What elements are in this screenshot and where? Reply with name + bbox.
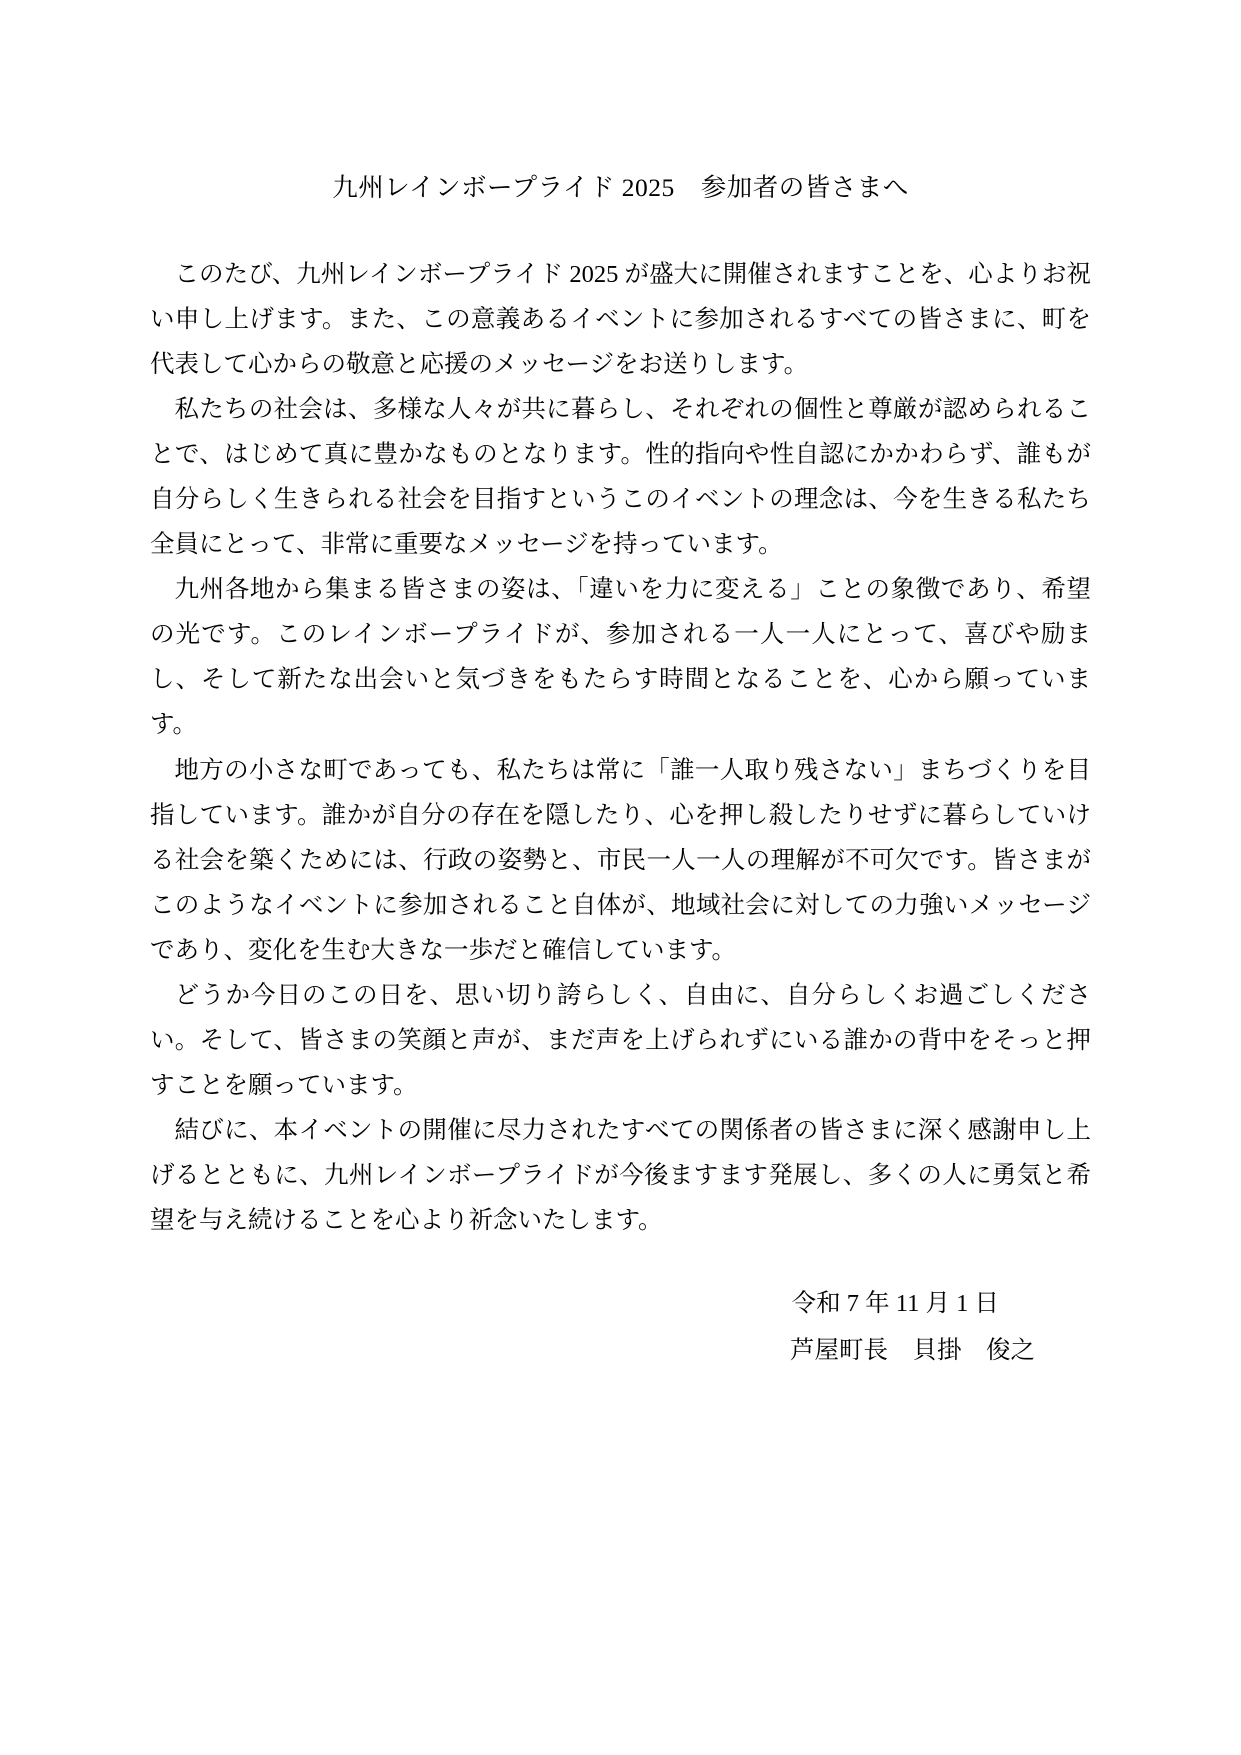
paragraph: 結びに、本イベントの開催に尽力されたすべての関係者の皆さまに深く感謝申し上げるとともに、九州レインボープライドが今後ますます発展し、多くの人に勇気と希望を与え続けることを心より祈念いたします。 — [150, 1117, 1091, 1235]
document-signature: 芦屋町長 貝掛 俊之 — [790, 1336, 1035, 1364]
document-closing — [150, 1281, 1091, 1374]
paragraph: 九州各地から集まる皆さまの姿は、「違いを力に変える」ことの象徴であり、希望の光です。このレインボープライドが、参加される一人一人にとって、喜びや励まし、そして新たな出会いと気づきをもたらす時間となることを、心から願っています。 — [150, 576, 1091, 739]
paragraph: 地方の小さな町であっても、私たちは常に「誰一人取り残さない」まちづくりを目指しています。誰かが自分の存在を隠したり、心を押し殺したりせずに暮らしていける社会を築くためには、行政の姿勢と、市民一人一人の理解が不可欠です。皆さまがこのようなイベントに参加されること自体が、地域社会に対しての力強いメッセージであり、変化を生む大きな一歩だと確信しています。 — [150, 756, 1091, 964]
paragraph: どうか今日のこの日を、思い切り誇らしく、自由に、自分らしくお過ごしください。そして、皆さまの笑顔と声が、まだ声を上げられずにいる誰かの背中をそっと押すことを願っています。 — [150, 981, 1091, 1100]
paragraph: このたび、九州レインボープライド 2025 が盛大に開催されますことを、心よりお祝い申し上げます。また、この意義あるイベントに参加されるすべての皆さまに、町を代表して心からの敬意と応援のメッセージをお送りします。 — [150, 260, 1091, 378]
document-body — [150, 252, 1091, 1244]
document-date: 令和 7 年 11 月 1 日 — [791, 1290, 999, 1318]
paragraph: 私たちの社会は、多様な人々が共に暮らし、それぞれの個性と尊厳が認められることで、はじめて真に豊かなものとなります。性的指向や性自認にかかわらず、誰もが自分らしく生きられる社会を目指すというこのイベントの理念は、今を生きる私たち全員にとって、非常に重要なメッセージを持っています。 — [150, 395, 1091, 559]
page-title: 九州レインボープライド 2025 参加者の皆さまへ — [332, 173, 909, 202]
